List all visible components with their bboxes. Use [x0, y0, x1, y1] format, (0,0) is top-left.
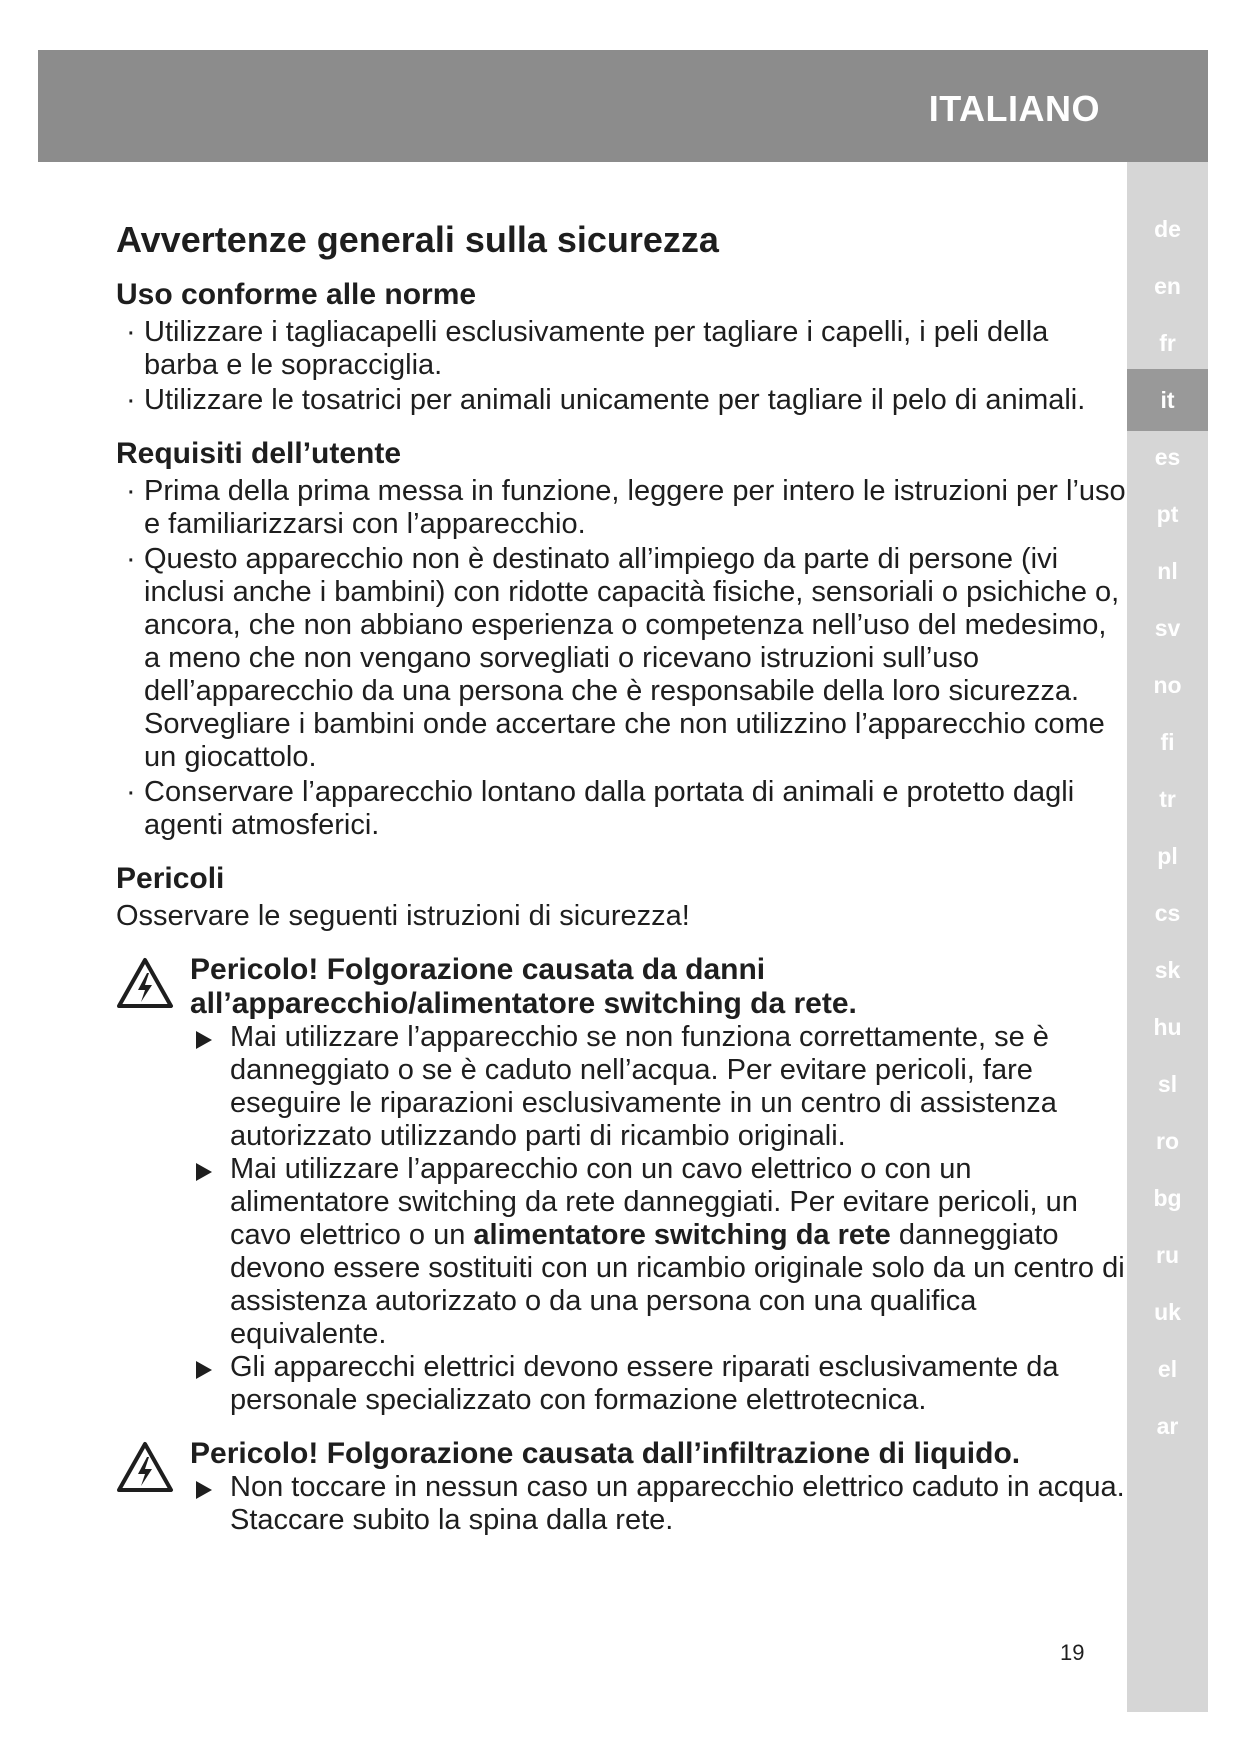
lang-tab-ro[interactable]: ro	[1156, 1128, 1179, 1154]
lang-tab-pt[interactable]: pt	[1156, 501, 1179, 527]
lang-tab-pl[interactable]: pl	[1157, 843, 1178, 869]
list-item: · Prima della prima messa in funzione, leggere per intero le istruzioni per l’uso e familiarizzarsi con l’apparecchio.	[116, 475, 1126, 541]
lang-tab-bg[interactable]: bg	[1153, 1185, 1182, 1211]
danger-block-electric-damage	[116, 953, 1126, 1417]
page-title: Avvertenze generali sulla sicurezza	[116, 219, 719, 260]
bullet-list	[116, 316, 1126, 417]
lang-tab-it[interactable]: it	[1127, 369, 1208, 431]
language-header-bar	[38, 50, 1208, 162]
lang-tab-en[interactable]: en	[1154, 273, 1181, 299]
lang-tab-cs[interactable]: cs	[1154, 900, 1181, 926]
electric-warning-icon	[116, 1441, 174, 1493]
text-run: danneggiato devono essere sostituiti con un ricambio originale solo da un centro di assistenza autorizzato o da una persona con una qualifica equivalente.	[230, 1219, 1125, 1350]
danger-list	[190, 1471, 1126, 1537]
section-intended-use	[116, 276, 1126, 417]
bold-term: alimentatore switching da rete	[473, 1219, 891, 1251]
dangers-intro: Osservare le seguenti istruzioni di sicurezza!	[116, 900, 690, 932]
lang-tab-fi[interactable]: fi	[1160, 729, 1175, 755]
list-item: Gli apparecchi elettrici devono essere riparati esclusivamente da personale specializzato con formazione elettrotecnica.	[190, 1351, 1126, 1417]
electric-warning-icon	[116, 957, 174, 1009]
language-title: ITALIANO	[928, 88, 1100, 129]
page-number: 19	[1060, 1640, 1085, 1665]
bullet-list	[116, 475, 1126, 842]
lang-tab-ru[interactable]: ru	[1156, 1242, 1179, 1268]
lang-tab-sk[interactable]: sk	[1154, 957, 1181, 983]
danger-block-liquid	[116, 1437, 1126, 1537]
section-heading: Uso conforme alle norme	[116, 278, 477, 311]
list-item: Mai utilizzare l’apparecchio se non funziona correttamente, se è danneggiato o se è caduto nell’acqua. Per evitare pericoli, fare eseguire le riparazioni esclusivamente in un centro di assistenza autorizzato utilizzando parti di ricambio originali.	[190, 1021, 1126, 1153]
text-run: Mai utilizzare l’apparecchio con un cavo elettrico o con un alimentatore switching da rete danneggiati. Per evitare pericoli, un cavo elettrico o un	[230, 1153, 1078, 1251]
lang-tab-nl[interactable]: nl	[1157, 558, 1178, 584]
lang-tab-sv[interactable]: sv	[1154, 615, 1181, 641]
lang-tab-de[interactable]: de	[1154, 216, 1181, 242]
main-content	[116, 218, 1126, 1537]
list-item: · Questo apparecchio non è destinato all’impiego da parte di persone (ivi inclusi anche i bambini) con ridotte capacità fisiche, sensoriali o psichiche o, ancora, che non abbiano esperienza o competenza nell’uso del medesimo, a meno che non vengano sorvegliati o ricevano istruzioni sull’uso dell’apparecchio da una persona che è responsabile della loro sicurezza. Sorvegliare i bambini onde accertare che non utilizzino l’apparecchio come un giocattolo.	[116, 543, 1126, 774]
lang-tab-no[interactable]: no	[1153, 672, 1182, 698]
list-item: · Utilizzare le tosatrici per animali unicamente per tagliare il pelo di animali.	[116, 384, 1126, 417]
section-user-requirements	[116, 435, 1126, 842]
danger-title: Pericolo! Folgorazione causata da danni all’apparecchio/alimentatore switching da rete.	[190, 953, 857, 1020]
lang-tab-hu[interactable]: hu	[1153, 1014, 1182, 1040]
lang-tab-sl[interactable]: sl	[1157, 1071, 1178, 1097]
list-item: · Utilizzare i tagliacapelli esclusivamente per tagliare i capelli, i peli della barba e le sopracciglia.	[116, 316, 1126, 382]
list-item: · Conservare l’apparecchio lontano dalla portata di animali e protetto dagli agenti atmosferici.	[116, 776, 1126, 842]
section-heading: Requisiti dell’utente	[116, 437, 402, 470]
danger-list	[190, 1021, 1126, 1417]
danger-title: Pericolo! Folgorazione causata dall’infiltrazione di liquido.	[190, 1437, 1021, 1470]
lang-tab-es[interactable]: es	[1154, 444, 1181, 470]
section-dangers	[116, 860, 1126, 933]
lang-tab-tr[interactable]: tr	[1159, 786, 1176, 812]
lang-tab-uk[interactable]: uk	[1154, 1299, 1181, 1325]
lang-tab-ar[interactable]: ar	[1156, 1413, 1179, 1439]
section-heading: Pericoli	[116, 862, 225, 895]
language-sidebar	[1127, 162, 1208, 1712]
list-item	[190, 1153, 1126, 1351]
list-item: Non toccare in nessun caso un apparecchio elettrico caduto in acqua. Staccare subito la spina dalla rete.	[190, 1471, 1126, 1537]
lang-tab-el[interactable]: el	[1157, 1356, 1178, 1382]
lang-tab-fr[interactable]: fr	[1159, 330, 1176, 356]
